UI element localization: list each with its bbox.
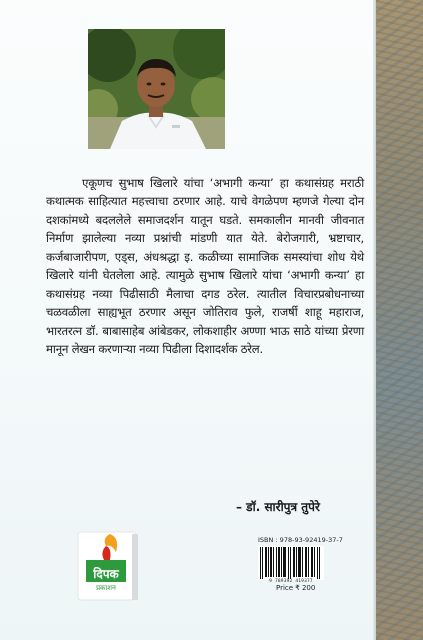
barcode-digits: 9 789392 419377 bbox=[269, 579, 313, 584]
isbn-barcode bbox=[258, 546, 324, 580]
blurb-signature: – डॉ. सारीपुत्र तुपेरे bbox=[236, 500, 320, 514]
book-spine-texture bbox=[376, 0, 423, 640]
publisher-subtitle: प्रकाशन bbox=[96, 584, 116, 592]
price-label: Price ₹ 200 bbox=[276, 584, 316, 592]
author-portrait-image bbox=[88, 29, 225, 149]
back-cover-blurb: एकूणच सुभाष खिलारे यांचा ‘अभागी कन्या’ हा कथासंग्रह मराठी कथात्मक साहित्यात महत्त्वाचा ठरणार आहे. याचे वेगळेपण म्हणजे गेल्या दोन दशकांमध्ये बदललेले समाजदर्शन यातून घडते. समकालीन मानवी जीवनात निर्माण झालेल्या नव्या प्रश्नांची मांडणी यात येते. बेरोजगारी, भ्रष्टाचार, कर्जबाजारीपण, एड्स, अंधश्रद्धा इ. कळीच्या सामाजिक समस्यांचा शोध येथे खिलारे यांनी घेतलेला आहे. त्यामुळे सुभाष खिलारे यांचा ‘अभागी कन्या’ हा कथासंग्रह नव्या पिढीसाठी मैलाचा दगड ठरेल. त्यातील विचारप्रबोधनाच्या चळवळीला साह्यभूत ठरणार असून जोतिराव फुले, राजर्षी शाहू महाराज, भारतरत्न डॉ. बाबासाहेब आंबेडकर, लोकशाहीर अण्णा भाऊ साठे यांच्या प्रेरणा मानून लेखन करणाऱ्या नव्या पिढीला दिशादर्शक ठरेल. bbox=[46, 175, 364, 357]
author-photo bbox=[88, 29, 225, 149]
isbn-label: ISBN : 978-93-92419-37-7 bbox=[258, 536, 343, 544]
barcode-icon bbox=[258, 546, 324, 580]
publisher-wordmark: दिपक bbox=[93, 567, 119, 581]
